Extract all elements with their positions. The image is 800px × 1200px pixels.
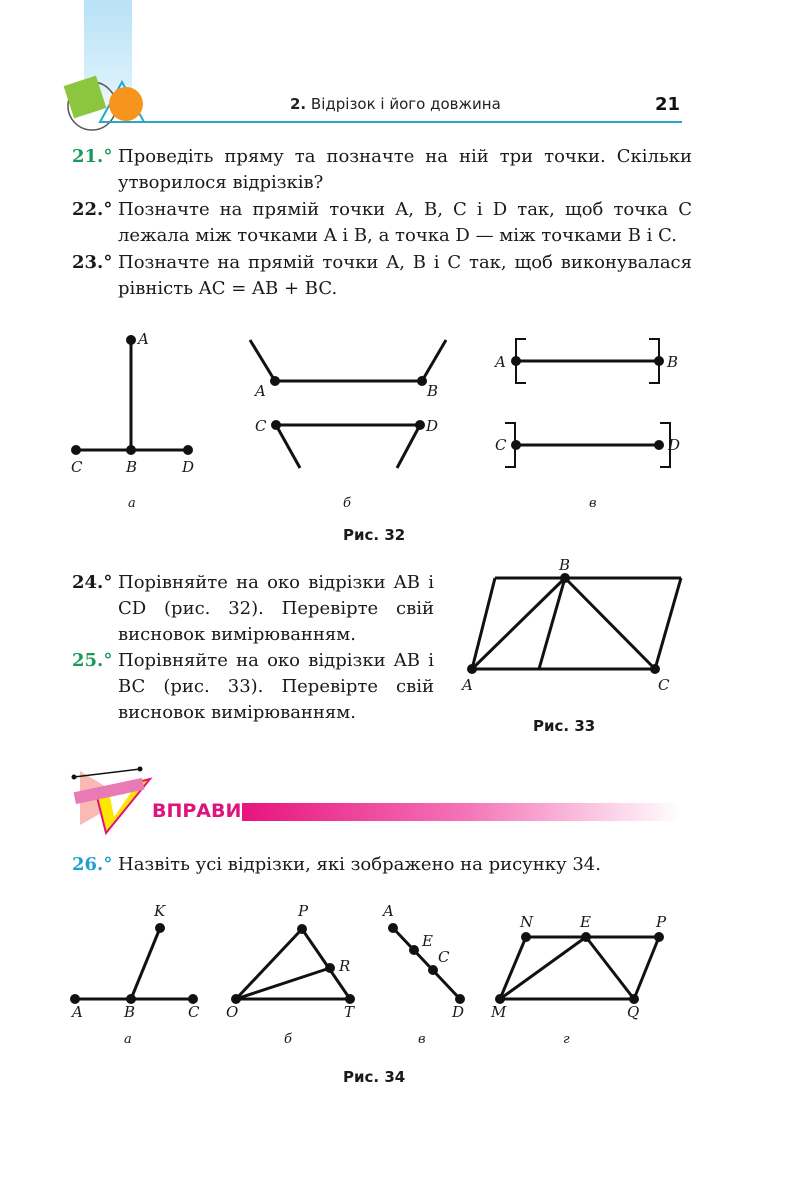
- task-number: 26.°: [72, 854, 113, 875]
- running-header: 2. Відрізок і його довжина: [290, 95, 501, 113]
- fig32v-point-A: A: [495, 353, 506, 371]
- task-text: Порівняйте на око відрізки AB і CD (рис. 32). Перевірте свій висновок вимірюванням.: [118, 572, 434, 645]
- fig34a-point-B: B: [124, 1003, 136, 1021]
- fig32b-point-B: B: [427, 382, 439, 400]
- task-number: 25.°: [72, 650, 113, 671]
- task-21: [72, 144, 692, 196]
- task-number: 22.°: [72, 199, 113, 220]
- fig32-sublabel-a: а: [128, 496, 136, 511]
- task-25: [72, 648, 434, 726]
- fig34v-point-C: C: [438, 948, 450, 966]
- fig34g-point-M: M: [491, 1003, 507, 1021]
- fig34v-point-E: E: [422, 932, 433, 950]
- task-22: [72, 197, 692, 249]
- fig32b-point-A: A: [255, 382, 266, 400]
- task-number: 21.°: [72, 146, 113, 167]
- fig34-caption: Рис. 34: [343, 1068, 406, 1086]
- task-26: [72, 852, 692, 878]
- fig33-point-B: B: [559, 556, 571, 574]
- fig32b-point-D: D: [426, 417, 439, 435]
- fig32a-point-D: D: [182, 458, 195, 476]
- header-rule: [130, 121, 682, 123]
- fig32-sublabel-b: б: [343, 496, 351, 511]
- fig34-sublabel-b: б: [284, 1032, 292, 1047]
- task-number: 24.°: [72, 572, 113, 593]
- figure-32: [0, 320, 800, 550]
- fig34b-point-O: O: [226, 1003, 239, 1021]
- task-text: Проведіть пряму та позначте на ній три точки. Скільки утворилося відрізків?: [118, 146, 692, 193]
- task-text: Порівняйте на око відрізки AB і BC (рис. 33). Перевірте свій висновок вимірюванням.: [118, 650, 434, 723]
- task-24: [72, 570, 434, 648]
- fig34b-point-T: T: [344, 1003, 355, 1021]
- figure-34: [0, 900, 800, 1020]
- fig34a-point-K: K: [154, 902, 166, 920]
- fig34g-point-Q: Q: [627, 1003, 640, 1021]
- task-text: Позначте на прямій точки A, B, C і D так, щоб точка C лежала між точками A і B, а точка D — між точками B і C.: [118, 199, 692, 246]
- task-23: [72, 250, 692, 302]
- fig33-point-C: C: [658, 676, 670, 694]
- fig34v-point-A: A: [383, 902, 394, 920]
- fig34a-point-A: A: [72, 1003, 83, 1021]
- fig32a-point-A: A: [138, 330, 149, 348]
- fig34v-point-D: D: [452, 1003, 465, 1021]
- fig34b-point-P: P: [298, 902, 309, 920]
- fig34-sublabel-v: в: [418, 1032, 426, 1047]
- exercises-heading: ВПРАВИ: [152, 800, 242, 822]
- fig34a-point-C: C: [188, 1003, 200, 1021]
- fig32v-point-B: B: [667, 353, 679, 371]
- fig34g-point-P: P: [656, 913, 667, 931]
- fig32-sublabel-v: в: [589, 496, 597, 511]
- fig34b-point-R: R: [339, 957, 351, 975]
- chapter-logo-icon: [62, 68, 152, 138]
- task-text: Позначте на прямій точки A, B і C так, щоб виконувалася рівність AC = AB + BC.: [118, 252, 692, 299]
- ruler-triangle-icon: [66, 765, 156, 835]
- fig34g-point-N: N: [520, 913, 534, 931]
- task-number: 23.°: [72, 252, 113, 273]
- exercises-bar: [242, 803, 682, 821]
- fig32-caption: Рис. 32: [343, 526, 406, 544]
- figure-33: [455, 565, 695, 685]
- fig32v-point-C: C: [495, 436, 507, 454]
- task-text: Назвіть усі відрізки, які зображено на рисунку 34.: [118, 854, 601, 875]
- fig34g-point-E: E: [580, 913, 591, 931]
- fig32a-point-B: B: [126, 458, 138, 476]
- fig32v-point-D: D: [668, 436, 681, 454]
- fig33-point-A: A: [462, 676, 473, 694]
- fig32b-point-C: C: [255, 417, 267, 435]
- fig34-sublabel-a: а: [124, 1032, 132, 1047]
- fig34-sublabel-g: г: [563, 1032, 570, 1047]
- page-number: 21: [655, 94, 681, 115]
- fig33-caption: Рис. 33: [533, 717, 596, 735]
- fig32a-point-C: C: [71, 458, 83, 476]
